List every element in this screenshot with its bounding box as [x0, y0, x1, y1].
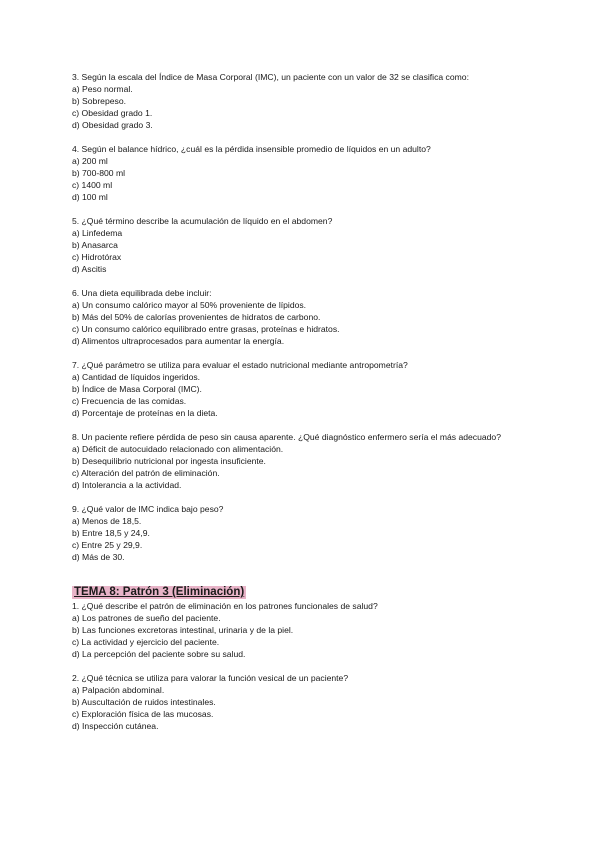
section-title: TEMA 8: Patrón 3 (Eliminación): [74, 586, 245, 598]
answer-option: c) Hidrotórax: [72, 252, 122, 262]
question-block: [72, 71, 542, 131]
answer-option: a) Palpación abdominal.: [72, 685, 165, 695]
question-block: [72, 600, 542, 660]
answer-option: b) Desequilibrio nutricional por ingesta insuficiente.: [72, 456, 266, 466]
answer-option: d) La percepción del paciente sobre su salud.: [72, 649, 246, 659]
answer-option: b) Sobrepeso.: [72, 96, 126, 106]
answer-option: b) 700-800 ml: [72, 168, 126, 178]
answer-option: c) Obesidad grado 1.: [72, 108, 153, 118]
answer-option: c) Un consumo calórico equilibrado entre grasas, proteínas e hidratos.: [72, 324, 340, 334]
question-text: 7. ¿Qué parámetro se utiliza para evaluar el estado nutricional mediante antropometría?: [72, 360, 408, 370]
answer-option: d) Porcentaje de proteínas en la dieta.: [72, 408, 218, 418]
section-tema-8: [72, 582, 542, 732]
answer-option: d) Alimentos ultraprocesados para aumentar la energía.: [72, 336, 285, 346]
answer-option: d) Ascitis: [72, 264, 107, 274]
question-text: 4. Según el balance hídrico, ¿cuál es la pérdida insensible promedio de líquidos en un adulto?: [72, 144, 431, 154]
answer-option: c) La actividad y ejercicio del paciente.: [72, 637, 220, 647]
answer-option: a) Linfedema: [72, 228, 123, 238]
answer-option: c) 1400 ml: [72, 180, 113, 190]
question-block: [72, 503, 542, 563]
question-block: [72, 672, 542, 732]
question-text: 2. ¿Qué técnica se utiliza para valorar la función vesical de un paciente?: [72, 673, 349, 683]
answer-option: b) Las funciones excretoras intestinal, urinaria y de la piel.: [72, 625, 294, 635]
answer-option: c) Alteración del patrón de eliminación.: [72, 468, 220, 478]
question-text: 3. Según la escala del Índice de Masa Corporal (IMC), un paciente con un valor de 32 se clasifica como:: [72, 72, 469, 82]
answer-option: d) 100 ml: [72, 192, 108, 202]
answer-option: c) Frecuencia de las comidas.: [72, 396, 187, 406]
document-page: [72, 71, 542, 744]
question-block: [72, 143, 542, 203]
answer-option: b) Más del 50% de calorías provenientes de hidratos de carbono.: [72, 312, 321, 322]
answer-option: b) Auscultación de ruidos intestinales.: [72, 697, 216, 707]
question-text: 5. ¿Qué término describe la acumulación de líquido en el abdomen?: [72, 216, 333, 226]
answer-option: b) Entre 18,5 y 24,9.: [72, 528, 150, 538]
answer-option: d) Más de 30.: [72, 552, 125, 562]
answer-option: c) Entre 25 y 29,9.: [72, 540, 143, 550]
answer-option: b) Anasarca: [72, 240, 118, 250]
answer-option: a) Un consumo calórico mayor al 50% proveniente de lípidos.: [72, 300, 307, 310]
answer-option: b) Índice de Masa Corporal (IMC).: [72, 384, 202, 394]
answer-option: a) Déficit de autocuidado relacionado con alimentación.: [72, 444, 284, 454]
answer-option: d) Obesidad grado 3.: [72, 120, 153, 130]
answer-option: a) Los patrones de sueño del paciente.: [72, 613, 221, 623]
question-text: 1. ¿Qué describe el patrón de eliminación en los patrones funcionales de salud?: [72, 601, 378, 611]
answer-option: d) Inspección cutánea.: [72, 721, 159, 731]
question-block: [72, 215, 542, 275]
answer-option: d) Intolerancia a la actividad.: [72, 480, 182, 490]
question-block: [72, 287, 542, 347]
answer-option: a) Menos de 18,5.: [72, 516, 142, 526]
question-block: [72, 359, 542, 419]
answer-option: a) 200 ml: [72, 156, 108, 166]
question-block: [72, 431, 542, 491]
question-text: 9. ¿Qué valor de IMC indica bajo peso?: [72, 504, 224, 514]
answer-option: a) Peso normal.: [72, 84, 133, 94]
answer-option: c) Exploración física de las mucosas.: [72, 709, 214, 719]
question-text: 8. Un paciente refiere pérdida de peso sin causa aparente. ¿Qué diagnóstico enfermero sería el más adecuado?: [72, 432, 501, 442]
question-text: 6. Una dieta equilibrada debe incluir:: [72, 288, 212, 298]
answer-option: a) Cantidad de líquidos ingeridos.: [72, 372, 201, 382]
